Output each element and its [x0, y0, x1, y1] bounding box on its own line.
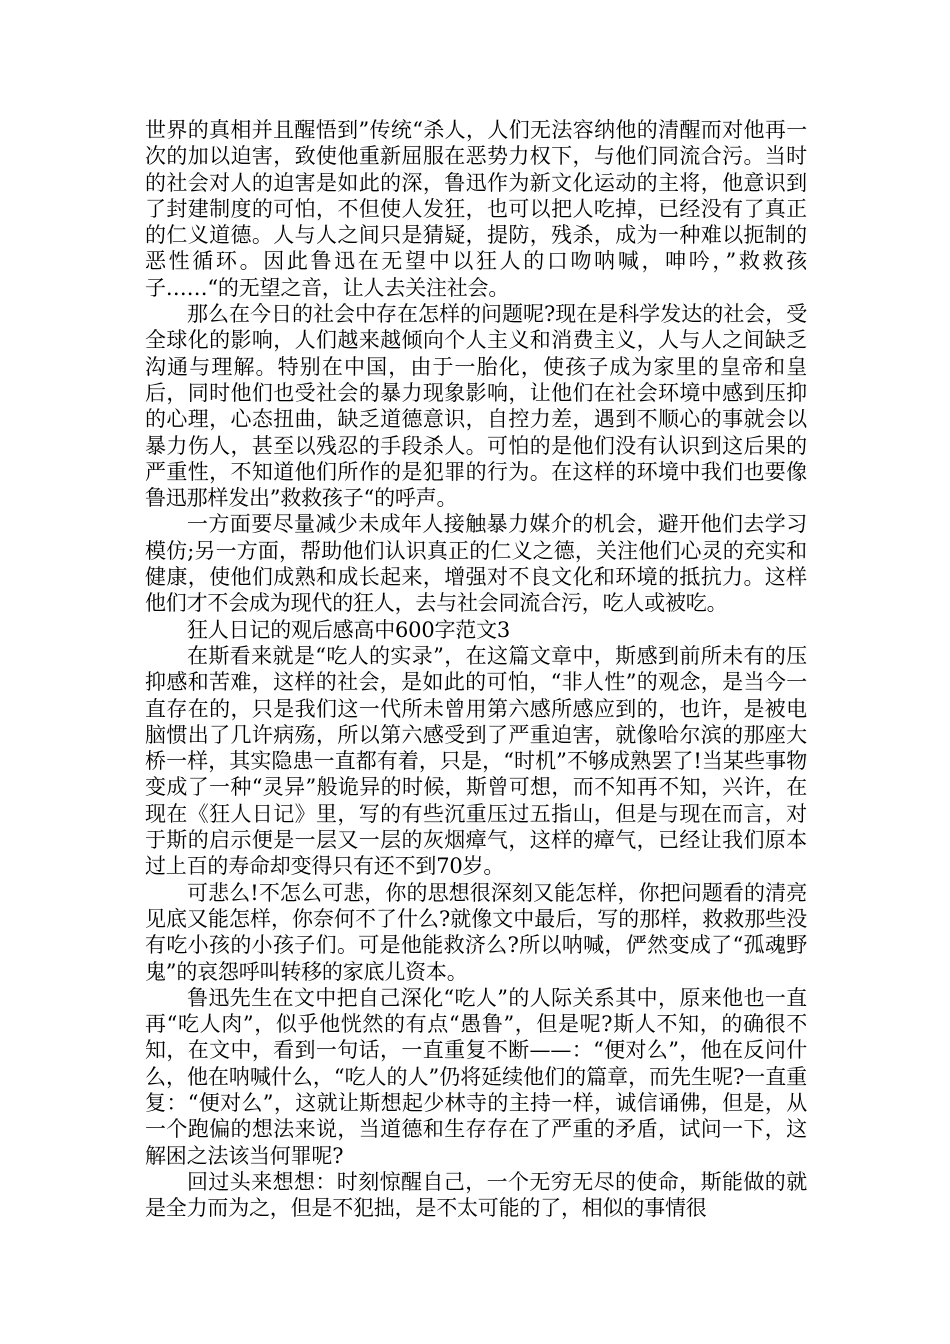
paragraph-6: 鲁迅先生在文中把自己深化“吃人”的人际关系其中，原来他也一直再“吃人肉”，似乎他恍然的有点“愚鲁”，但是呢?斯人不知，的确很不知，在文中，看到一句话，一直重复不断——：“便对么”，他在反问什么，他在呐喊什么，“吃人的人”仍将延续他们的篇章，而先生呢?一直重复：“便对么”，这就让斯想起少林寺的主持一样，诚信诵佛，但是，从一个跑偏的想法来说，当道德和生存存在了严重的矛盾，试问一下，这解困之法该当何罪呢?: [145, 985, 807, 1168]
section-heading: 狂人日记的观后感高中600字范文3: [187, 617, 511, 642]
paragraph-5: 可悲么!不怎么可悲，你的思想很深刻又能怎样，你把问题看的清亮见底又能怎样，你奈何不了什么?就像文中最后，写的那样，救救那些没有吃小孩的小孩子们。可是他能救济么?所以呐喊，俨然变成了“孤魂野鬼”的哀怨呼叫转移的家底儿资本。: [145, 880, 807, 984]
paragraph-7: 回过头来想想：时刻惊醒自己，一个无穷无尽的使命，斯能做的就是全力而为之，但是不犯拙，是不太可能的了，相似的事情很: [145, 1169, 807, 1221]
paragraph-2: 那么在今日的社会中存在怎样的问题呢?现在是科学发达的社会，受全球化的影响，人们越来越倾向个人主义和消费主义，人与人之间缺乏沟通与理解。特别在中国，由于一胎化，使孩子成为家里的皇帝和皇后，同时他们也受社会的暴力现象影响，让他们在社会环境中感到压抑的心理，心态扭曲，缺乏道德意识，自控力差，遇到不顺心的事就会以暴力伤人，甚至以残忍的手段杀人。可怕的是他们没有认识到这后果的严重性，不知道他们所作的是犯罪的行为。在这样的环境中我们也要像鲁迅那样发出”救救孩子“的呼声。: [145, 302, 807, 511]
paragraph-4: 在斯看来就是“吃人的实录”，在这篇文章中，斯感到前所未有的压抑感和苦难，这样的社会，是如此的可怕，“非人性”的观念，是当今一直存在的，只是我们这一代所未曾用第六感所感应到的，也许，是被电脑惯出了几许病殇，所以第六感受到了严重迫害，就像哈尔滨的那座大桥一样，其实隐患一直都有着，只是，“时机”不够成熟罢了!当某些事物变成了一种“灵异”般诡异的时候，斯曾可想，而不知再不知，兴许，在现在《狂人日记》里，写的有些沉重压过五指山，但是与现在而言，对于斯的启示便是一层又一层的灰烟瘴气，这样的瘴气，已经让我们原本过上百的寿命却变得只有还不到70岁。: [145, 643, 807, 879]
document-page: [145, 117, 807, 1221]
paragraph-3: 一方面要尽量减少未成年人接触暴力媒介的机会，避开他们去学习模仿;另一方面，帮助他们认识真正的仁义之德，关注他们心灵的充实和健康，使他们成熟和成长起来，增强对不良文化和环境的抵抗力。这样他们才不会成为现代的狂人，去与社会同流合污，吃人或被吃。: [145, 512, 807, 616]
paragraph-1: 世界的真相并且醒悟到”传统“杀人，人们无法容纳他的清醒而对他再一次的加以迫害，致使他重新屈服在恶势力权下，与他们同流合污。当时的社会对人的迫害是如此的深，鲁迅作为新文化运动的主将，他意识到了封建制度的可怕，不但使人发狂，也可以把人吃掉，已经没有了真正的仁义道德。人与人之间只是猜疑，提防，残杀，成为一种难以扼制的恶性循环。因此鲁迅在无望中以狂人的口吻呐喊，呻吟，”救救孩子……“的无望之音，让人去关注社会。: [145, 118, 807, 300]
